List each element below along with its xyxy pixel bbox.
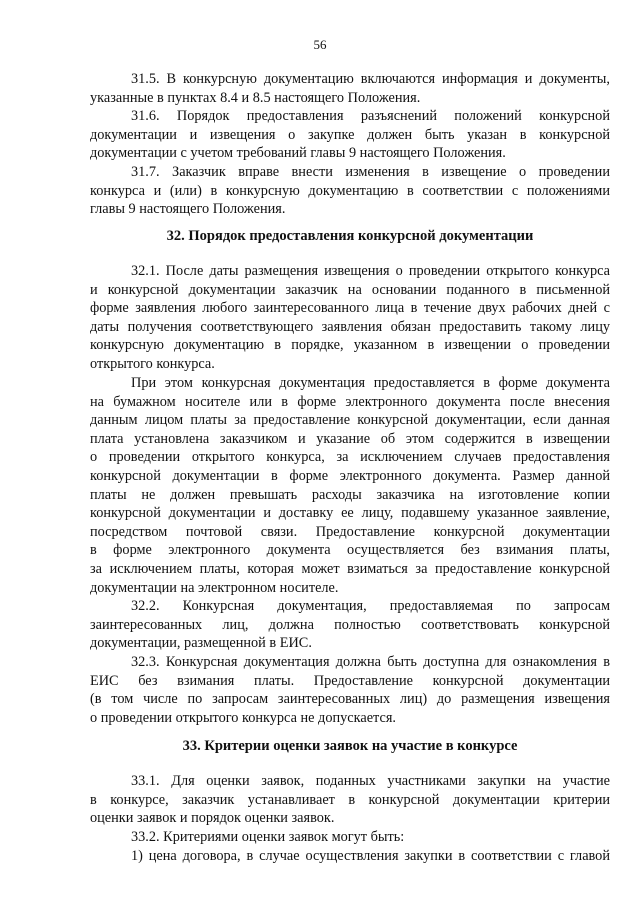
list-item-1 (90, 847, 610, 866)
text-line: за исключением платы, которая может взиматься за предоставление конкурсной (90, 560, 610, 577)
text-line: о проведении открытого конкурса, за исключением случаев предоставления (90, 449, 610, 466)
text-line: оценки заявок и порядок оценки заявок. (90, 810, 335, 827)
text-line: документации с учетом требований главы 9 настоящего Положения. (90, 145, 506, 162)
text-line: документации и извещения о закупке должен быть указан в конкурсной (90, 126, 610, 143)
paragraph-32-2 (90, 597, 610, 653)
text-line: 32.2. Конкурсная документация, предоставляемая по запросам (131, 598, 610, 614)
text-line: о проведении открытого конкурса не допускается. (90, 709, 396, 726)
text-line: 33.2. Критериями оценки заявок могут быть: (131, 829, 405, 845)
paragraph-33-1 (90, 772, 610, 828)
text-line: 31.5. В конкурсную документацию включаются информация и документы, (131, 71, 610, 87)
text-line: конкурсной документации и доставку ее лицу, подавшему указанное заявление, (90, 505, 610, 522)
text-line: форме заявления любого заинтересованного лица в течение двух рабочих дней с (90, 300, 610, 317)
text-line: ЕИС без взимания платы. Предоставление конкурсной документации (90, 672, 610, 689)
section-heading-33: 33. Критерии оценки заявок на участие в конкурсе (182, 738, 518, 754)
text-line: конкурсной документации в форме электронного документа. Размер данной (90, 467, 610, 484)
paragraph-31-6 (90, 107, 610, 163)
text-line: 31.6. Порядок предоставления разъяснений положений конкурсной (131, 108, 610, 124)
text-line: конкурса и (или) в конкурсную документацию в соответствии с положениями (90, 182, 610, 199)
text-line: документации на электронном носителе. (90, 579, 339, 596)
text-line: конкурсную документацию в порядке, указанном в извещении о проведении (90, 337, 610, 354)
text-line: главы 9 настоящего Положения. (90, 201, 286, 218)
paragraph-32-1-continued (90, 374, 610, 597)
text-line: данным лицом платы за предоставление конкурсной документации, если данная (90, 412, 610, 429)
text-line: документации, размещенной в ЕИС. (90, 635, 312, 652)
text-line: указанные в пунктах 8.4 и 8.5 настоящего Положения. (90, 89, 421, 106)
section-heading-32: 32. Порядок предоставления конкурсной документации (166, 228, 534, 244)
text-line: открытого конкурса. (90, 355, 215, 372)
page-number: 56 (313, 37, 327, 52)
text-line: заинтересованных лиц, должна полностью соответствовать конкурсной (90, 616, 610, 633)
text-line: платы не должен превышать расходы заказчика на изготовление копии (90, 486, 610, 503)
paragraph-31-7 (90, 163, 610, 219)
text-line: плата установлена заказчиком и указание об этом содержится в извещении (90, 430, 610, 447)
text-line: 31.7. Заказчик вправе внести изменения в извещение о проведении (131, 164, 610, 180)
text-line: 1) цена договора, в случае осуществления закупки в соответствии с главой (131, 848, 610, 864)
text-line: 32.1. После даты размещения извещения о проведении открытого конкурса (131, 263, 610, 279)
text-line: (в том числе по запросам заинтересованных лиц) до размещения извещения (90, 691, 610, 708)
text-line: в конкурсе, заказчик устанавливает в конкурсной документации критерии (90, 791, 610, 808)
paragraph-32-1 (90, 262, 610, 374)
text-line: на бумажном носителе или в форме электронного документа после внесения (90, 393, 610, 410)
paragraph-32-3 (90, 653, 610, 727)
text-line: даты получения соответствующего заявления обязан предоставить такому лицу (90, 318, 610, 335)
text-line: При этом конкурсная документация предоставляется в форме документа (131, 375, 610, 391)
text-line: 33.1. Для оценки заявок, поданных участниками закупки на участие (131, 773, 610, 789)
paragraph-31-5 (90, 70, 610, 107)
paragraph-33-2 (90, 828, 610, 847)
text-line: 32.3. Конкурсная документация должна быть доступна для ознакомления в (131, 654, 610, 670)
text-line: посредством почтовой связи. Предоставление конкурсной документации (90, 523, 610, 540)
text-line: в форме электронного документа осуществляется без взимания платы, (90, 542, 610, 559)
text-line: и конкурсной документации заказчик на основании поданного в письменной (90, 281, 610, 298)
